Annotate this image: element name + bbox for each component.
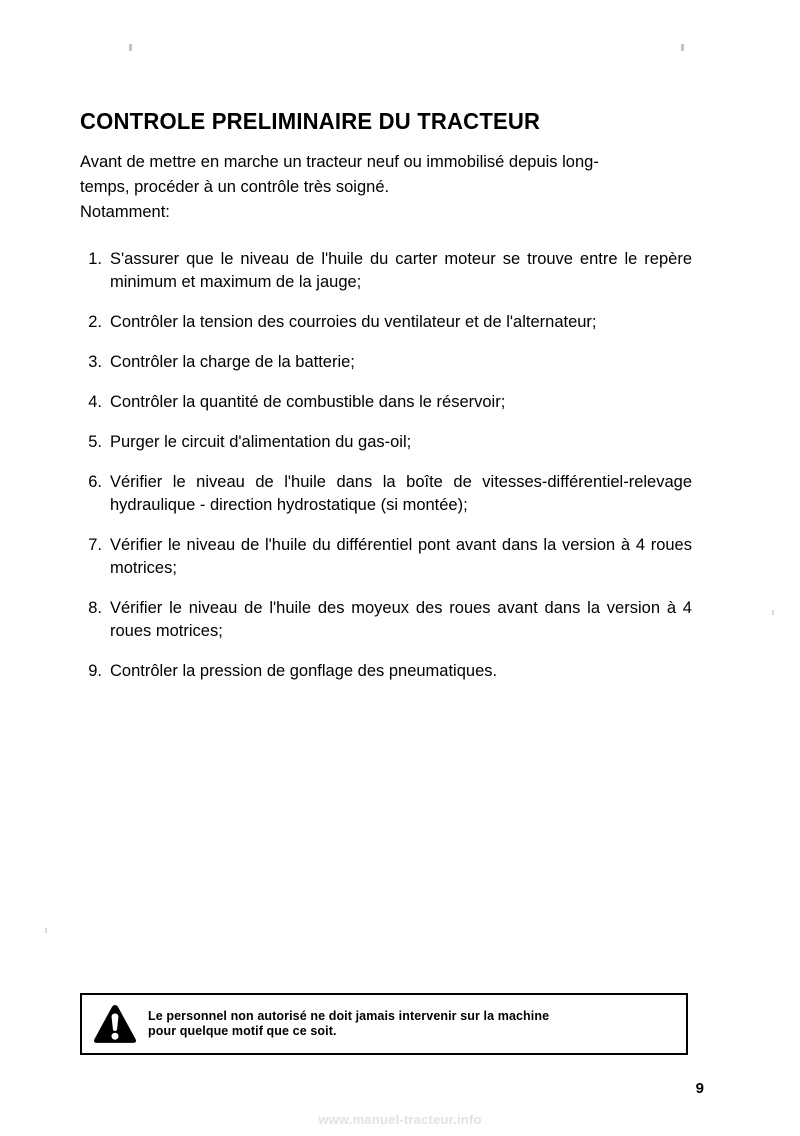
list-item-number: 7. bbox=[88, 536, 102, 554]
scan-registration-mark bbox=[129, 44, 132, 51]
page-number: 9 bbox=[695, 1080, 704, 1097]
list-item-number: 9. bbox=[88, 662, 102, 680]
warning-text-line-1: Le personnel non autorisé ne doit jamais intervenir sur la machine bbox=[148, 1009, 550, 1023]
list-item-text: Contrôler la tension des courroies du ventilateur et de l'alternateur; bbox=[110, 313, 597, 331]
list-item-text: Vérifier le niveau de l'huile des moyeux des roues avant dans la version à 4 roues motrices; bbox=[110, 599, 692, 640]
list-item bbox=[80, 248, 692, 294]
list-item bbox=[80, 391, 692, 414]
intro-line-2: temps, procéder à un contrôle très soigné. bbox=[80, 178, 390, 196]
list-item bbox=[80, 311, 692, 334]
list-item-text: Vérifier le niveau de l'huile dans la boîte de vitesses-différentiel-relevage hydraulique - direction hydrostatique (si montée); bbox=[110, 473, 692, 514]
list-item-text: Contrôler la quantité de combustible dans le réservoir; bbox=[110, 393, 506, 411]
list-item-text: Vérifier le niveau de l'huile du différentiel pont avant dans la version à 4 roues motrices; bbox=[110, 536, 692, 577]
list-item-number: 2. bbox=[88, 313, 102, 331]
scan-registration-mark bbox=[45, 928, 47, 933]
footer-watermark: www.manuel-tracteur.info bbox=[318, 1112, 482, 1127]
list-item-text: S'assurer que le niveau de l'huile du carter moteur se trouve entre le repère minimum et maximum de la jauge; bbox=[110, 250, 692, 291]
list-item bbox=[80, 534, 692, 580]
warning-text bbox=[148, 1009, 686, 1039]
list-item bbox=[80, 431, 692, 454]
list-item-number: 8. bbox=[88, 599, 102, 617]
page-title: CONTROLE PRELIMINAIRE DU TRACTEUR bbox=[80, 108, 541, 135]
list-item-number: 1. bbox=[88, 250, 102, 268]
intro-paragraph bbox=[80, 150, 692, 225]
preliminary-check-list bbox=[80, 248, 692, 700]
scan-registration-mark bbox=[772, 610, 774, 615]
list-item bbox=[80, 660, 692, 683]
intro-line-1: Avant de mettre en marche un tracteur neuf ou immobilisé depuis long- bbox=[80, 153, 599, 171]
list-item-number: 3. bbox=[88, 353, 102, 371]
list-item-text: Purger le circuit d'alimentation du gas-oil; bbox=[110, 433, 412, 451]
list-item-number: 5. bbox=[88, 433, 102, 451]
list-item bbox=[80, 597, 692, 643]
list-item bbox=[80, 351, 692, 374]
list-item-text: Contrôler la charge de la batterie; bbox=[110, 353, 355, 371]
warning-box bbox=[80, 993, 688, 1055]
list-item-text: Contrôler la pression de gonflage des pneumatiques. bbox=[110, 662, 498, 680]
warning-triangle-exclamation-icon bbox=[82, 1004, 148, 1044]
list-item-number: 6. bbox=[88, 473, 102, 491]
scan-registration-mark bbox=[681, 44, 684, 51]
list-item bbox=[80, 471, 692, 517]
intro-line-3: Notamment: bbox=[80, 203, 170, 221]
list-item-number: 4. bbox=[88, 393, 102, 411]
warning-text-line-2: pour quelque motif que ce soit. bbox=[148, 1024, 337, 1038]
